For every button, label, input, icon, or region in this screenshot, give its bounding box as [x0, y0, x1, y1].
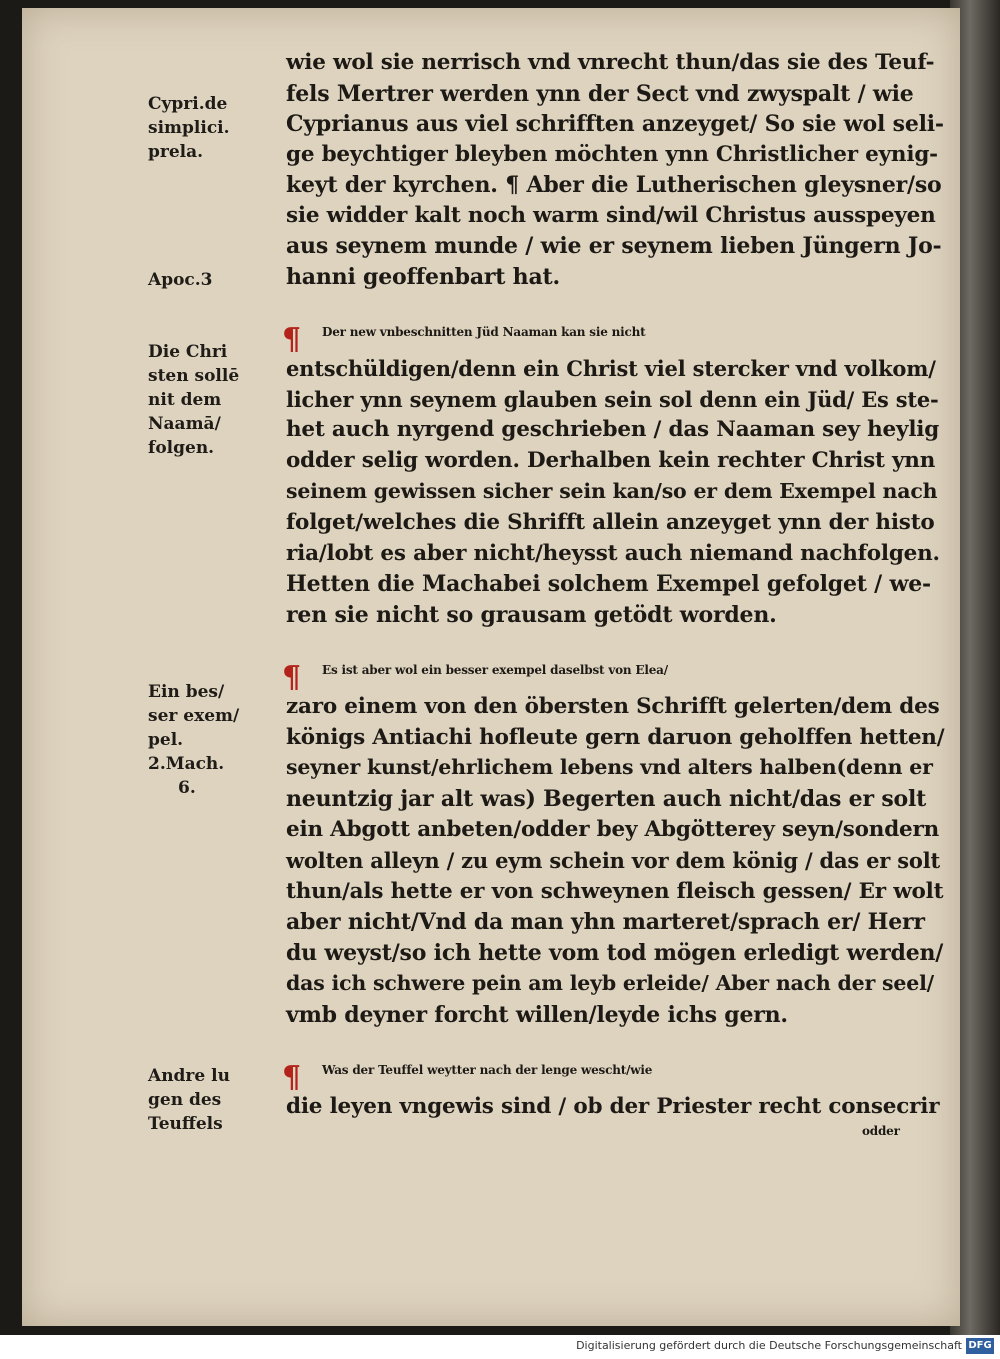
text-line: seyner kunst/ehrlichem lebens vnd alters halben(denn er	[286, 755, 933, 780]
text-line: wie wol sie nerrisch vnd vnrecht thun/das sie des Teuf-	[286, 50, 935, 75]
text-line: ge beychtiger bleyben möchten ynn Christlicher eynig-	[286, 141, 938, 167]
margin-note-line: sten sollē	[148, 366, 240, 386]
margin-note-naaman	[148, 340, 253, 460]
footer-bar	[0, 1335, 1000, 1359]
text-line: Hetten die Machabei solchem Exempel gefolget / we-	[286, 571, 931, 598]
text-line: licher ynn seynem glauben sein sol denn ein Jüd/ Es ste-	[286, 386, 939, 412]
text-line: neuntzig jar alt was) Begerten auch nicht/das er solt	[286, 786, 927, 813]
text-line: seinem gewissen sicher sein kan/so er dem Exempel nach	[286, 479, 938, 503]
text-line: hanni geoffenbart hat.	[286, 263, 560, 290]
text-line: odder selig worden. Derhalben kein rechter Christ ynn	[286, 448, 936, 474]
margin-note-line: pel.	[148, 730, 184, 750]
text-line: das ich schwere pein am leyb erleide/ Aber nach der seel/	[286, 971, 934, 995]
margin-note-line: Ein bes/	[148, 682, 225, 702]
margin-note-example	[148, 680, 253, 800]
margin-note-line: 2.Mach.	[148, 754, 225, 774]
margin-note-line: Andre lu	[148, 1066, 230, 1086]
footer-credit: Digitalisierung gefördert durch die Deutsche Forschungsgemeinschaft	[576, 1339, 962, 1352]
text-line: die leyen vngewis sind / ob der Priester recht consecrir	[286, 1093, 940, 1119]
text-line: königs Antiachi hofleute gern daruon geholffen hetten/	[286, 724, 945, 750]
margin-note-line: Die Chri	[148, 342, 228, 362]
dfg-logo: DFG	[966, 1338, 994, 1354]
text-line: fels Mertrer werden ynn der Sect vnd zwyspalt / wie	[286, 80, 914, 107]
text-line: Was der Teuffel weytter nach der lenge wescht/wie	[322, 1063, 653, 1077]
text-line: wolten alleyn / zu eym schein vor dem könig / das er solt	[286, 847, 940, 873]
text-line: sie widder kalt noch warm sind/wil Christus ausspeyen	[286, 202, 936, 228]
pilcrow-mark: ¶	[282, 1060, 302, 1095]
margin-note-line: simplici.	[148, 118, 230, 138]
text-line: ein Abgott anbeten/odder bey Abgötterey seyn/sondern	[286, 817, 940, 842]
text-line: Der new vnbeschnitten Jüd Naaman kan sie nicht	[322, 325, 646, 339]
text-line: vmb deyner forcht willen/leyde ichs gern.	[286, 1001, 788, 1028]
text-line: het auch nyrgend geschrieben / das Naaman sey heylig	[286, 417, 940, 443]
margin-note-line: Naamā/	[148, 414, 221, 434]
margin-note-line: folgen.	[148, 438, 215, 458]
margin-note-line: Cypri.de	[148, 94, 228, 114]
text-line: odder	[862, 1124, 900, 1138]
text-line: aus seynem munde / wie er seynem lieben Jüngern Jo-	[286, 233, 942, 259]
text-line: Es ist aber wol ein besser exempel daselbst von Elea/	[322, 663, 668, 677]
text-line: folget/welches die Shrifft allein anzeyget ynn der histo	[286, 509, 935, 535]
text-line: thun/als hette er von schweynen fleisch gessen/ Er wolt	[286, 878, 944, 904]
margin-note-line: prela.	[148, 142, 204, 162]
margin-note-devil	[148, 1064, 253, 1136]
margin-note-line: nit dem	[148, 390, 222, 410]
text-line: aber nicht/Vnd da man yhn marteret/sprach er/ Herr	[286, 909, 925, 936]
text-line: zaro einem von den öbersten Schrifft gelerten/dem des	[286, 693, 940, 719]
margin-note-line: 6.	[178, 778, 196, 798]
text-line: du weyst/so ich hette vom tod mögen erledigt werden/	[286, 940, 944, 967]
margin-note-line: gen des	[148, 1090, 222, 1110]
margin-note-line: ser exem/	[148, 706, 240, 726]
margin-note-line: Teuffels	[148, 1114, 223, 1134]
pilcrow-mark: ¶	[282, 322, 302, 357]
text-line: entschüldigen/denn ein Christ viel stercker vnd volkom/	[286, 355, 936, 381]
margin-note-apoc	[148, 268, 253, 292]
pilcrow-mark: ¶	[282, 660, 302, 695]
margin-note-cyprian	[148, 92, 253, 164]
text-line: keyt der kyrchen. ¶ Aber die Lutherischen gleysner/so	[286, 172, 942, 198]
text-line: ria/lobt es aber nicht/heysst auch niemand nachfolgen.	[286, 540, 940, 566]
text-line: ren sie nicht so grausam getödt worden.	[286, 602, 777, 629]
text-line: Cyprianus aus viel schrifften anzeyget/ So sie wol seli-	[286, 111, 944, 137]
margin-note-line: Apoc.3	[148, 270, 213, 290]
